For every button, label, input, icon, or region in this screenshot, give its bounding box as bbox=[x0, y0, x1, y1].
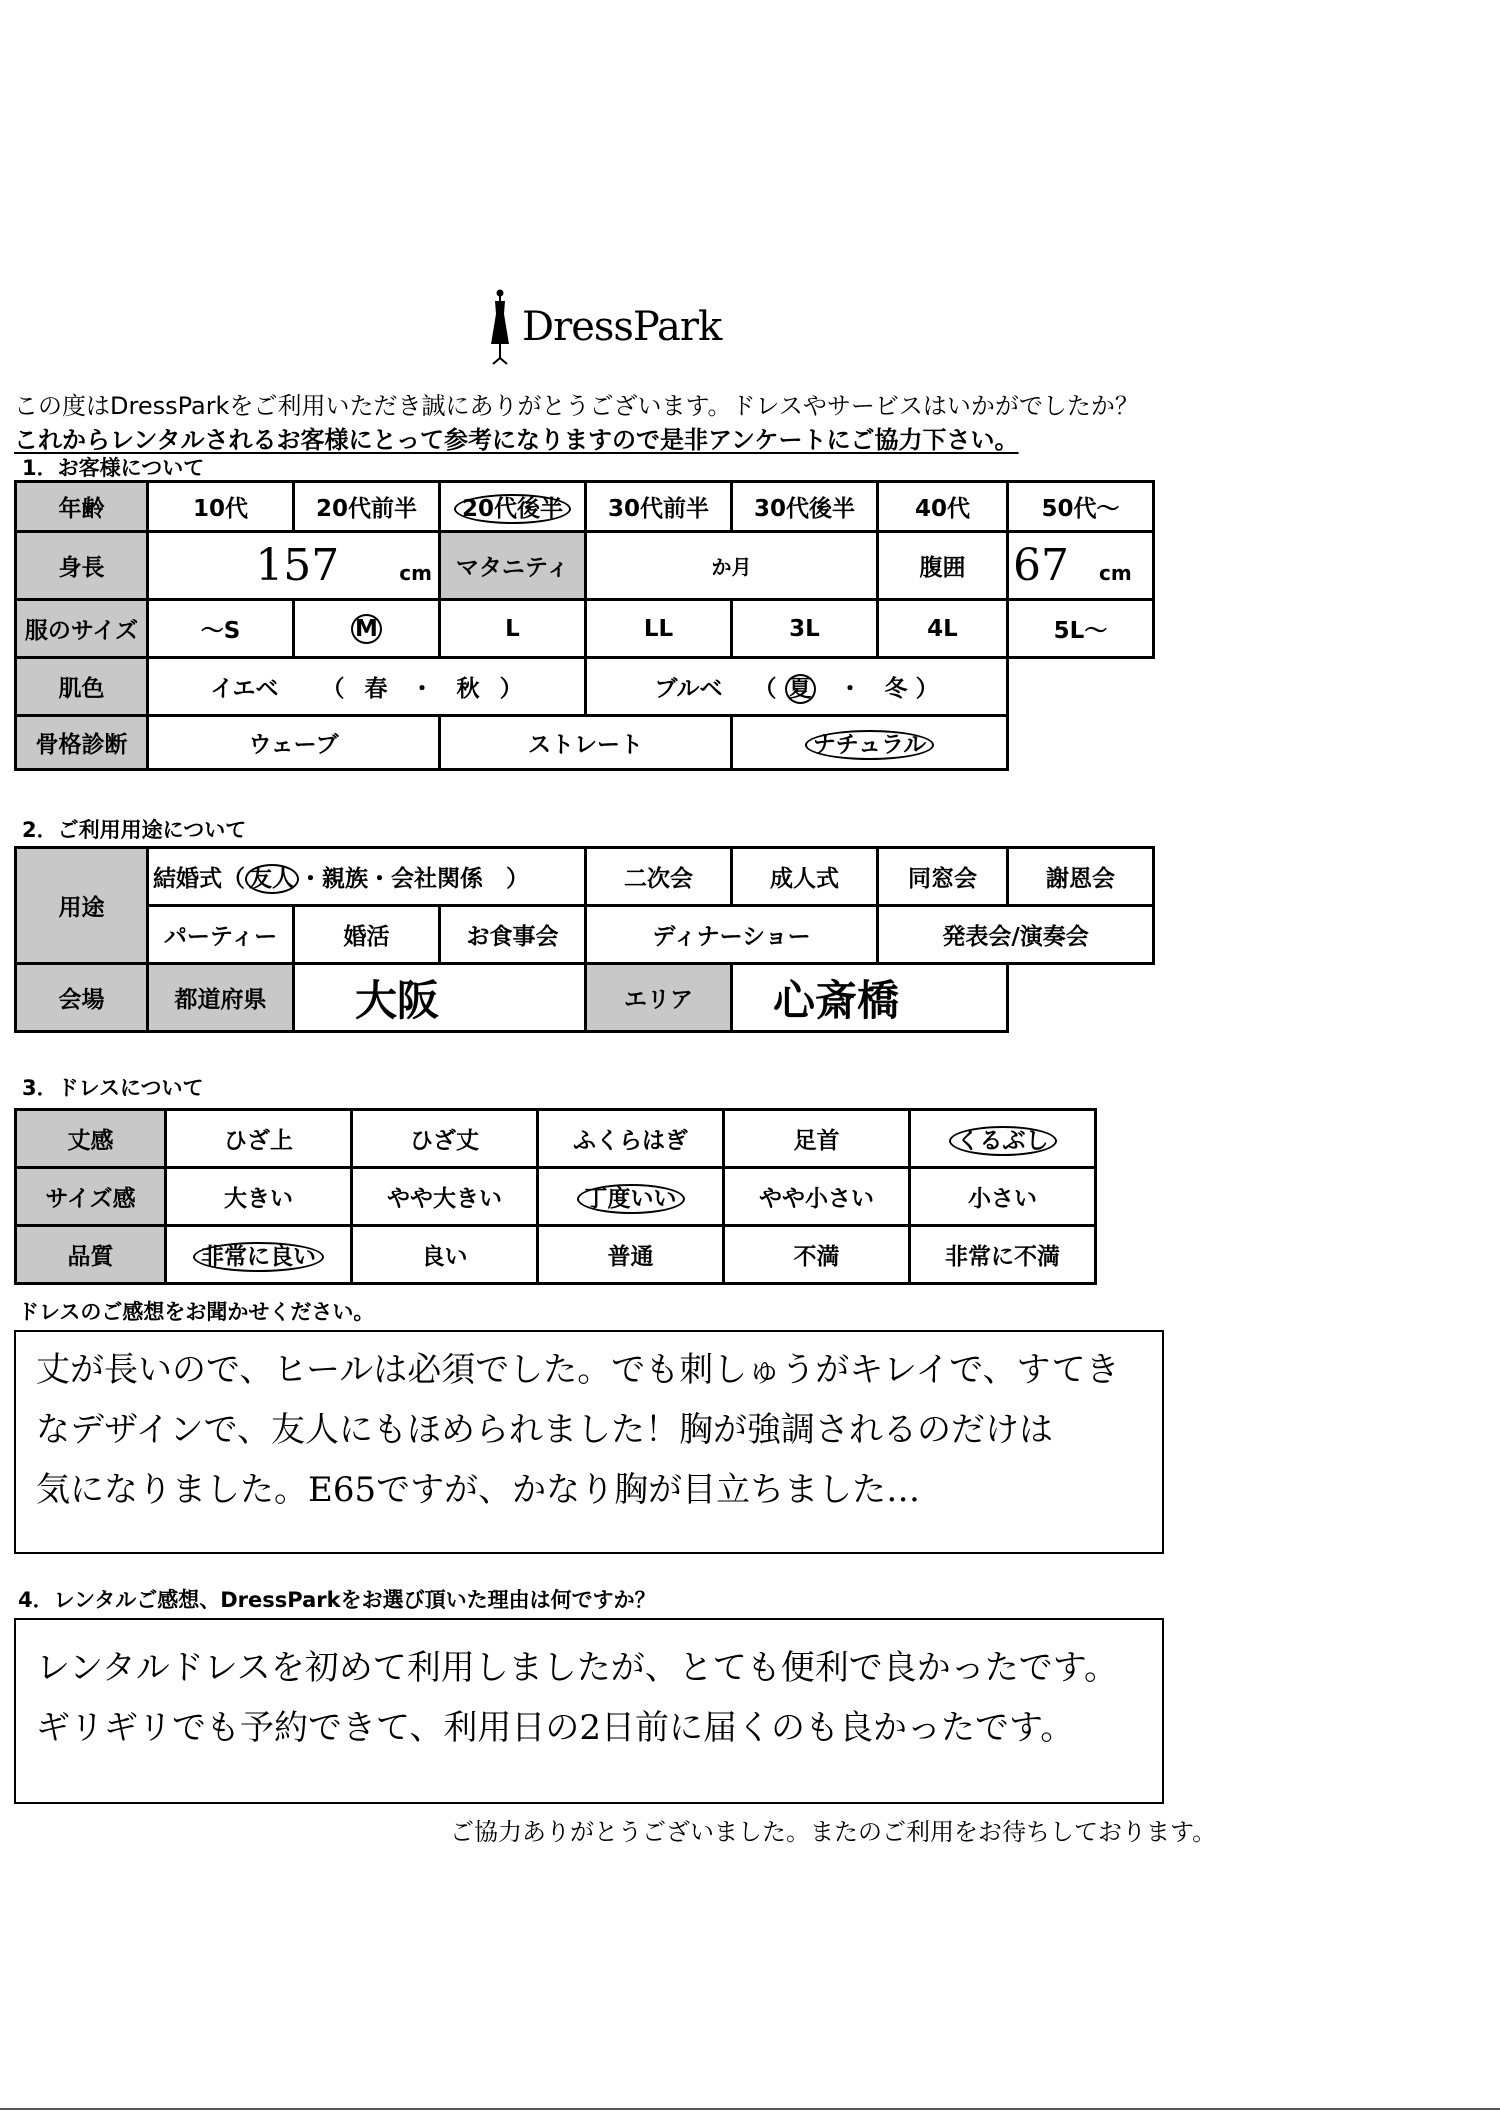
height-label: 身長 bbox=[16, 532, 148, 600]
usage-option[interactable]: 謝恩会 bbox=[1008, 848, 1154, 906]
scan-edge-line bbox=[0, 2108, 1500, 2110]
impression-prompt: ドレスのご感想をお聞かせください。 bbox=[18, 1300, 375, 1324]
fit-selected-circle: 丁度いい bbox=[577, 1184, 685, 1214]
age-option[interactable]: 30代前半 bbox=[586, 482, 732, 532]
frame-option[interactable]: ストレート bbox=[440, 716, 732, 770]
impression-line: 丈が長いので、ヒールは必須でした。でも刺しゅうがキレイで、すてき bbox=[36, 1350, 1120, 1390]
age-option-selected[interactable] bbox=[440, 482, 586, 532]
maternity-unit: か月 bbox=[711, 555, 752, 579]
skin-blue-option[interactable] bbox=[586, 658, 1008, 716]
empty-cell bbox=[1008, 964, 1154, 1032]
usage-option[interactable]: 二次会 bbox=[586, 848, 732, 906]
quality-option[interactable]: 不満 bbox=[724, 1226, 910, 1284]
age-option[interactable]: 50代～ bbox=[1008, 482, 1154, 532]
venue-row bbox=[16, 964, 1154, 1032]
skin-summer-selected[interactable]: 夏 bbox=[785, 674, 816, 704]
age-option[interactable]: 40代 bbox=[878, 482, 1008, 532]
waist-unit: cm bbox=[1099, 561, 1132, 585]
frame-row bbox=[16, 716, 1154, 770]
maternity-field[interactable] bbox=[586, 532, 878, 600]
fit-option[interactable]: 小さい bbox=[910, 1168, 1096, 1226]
skin-open: （ bbox=[321, 676, 345, 702]
measure-row bbox=[16, 532, 1154, 600]
height-field[interactable] bbox=[148, 532, 440, 600]
usage-option[interactable]: 同窓会 bbox=[878, 848, 1008, 906]
dress-icon bbox=[488, 288, 512, 366]
age-option[interactable]: 20代前半 bbox=[294, 482, 440, 532]
maternity-label: マタニティ bbox=[440, 532, 586, 600]
impression-line: なデザインで、友人にもほめられました！胸が強調されるのだけは bbox=[36, 1410, 1053, 1450]
brand-logo bbox=[488, 282, 721, 372]
age-row bbox=[16, 482, 1154, 532]
usage-wedding-rest: ・親族・会社関係 ） bbox=[299, 866, 529, 892]
skin-yellow-name: イエベ bbox=[210, 676, 279, 702]
length-option[interactable]: ひざ上 bbox=[166, 1110, 352, 1168]
pref-value[interactable]: 大阪 bbox=[294, 964, 586, 1032]
age-option[interactable]: 10代 bbox=[148, 482, 294, 532]
quality-label: 品質 bbox=[16, 1226, 166, 1284]
usage-row-1 bbox=[16, 848, 1154, 906]
frame-selected-circle: ナチュラル bbox=[805, 730, 935, 760]
intro-line-2: これからレンタルされるお客様にとって参考になりますので是非アンケートにご協力下さい。 bbox=[14, 426, 1019, 454]
quality-option[interactable]: 良い bbox=[352, 1226, 538, 1284]
length-option-selected[interactable] bbox=[910, 1110, 1096, 1168]
usage-option[interactable]: 婚活 bbox=[294, 906, 440, 964]
usage-table bbox=[14, 846, 1155, 1033]
length-option[interactable]: 足首 bbox=[724, 1110, 910, 1168]
size-option-selected[interactable] bbox=[294, 600, 440, 658]
skin-blue-name: ブルベ bbox=[654, 676, 723, 702]
frame-label: 骨格診断 bbox=[16, 716, 148, 770]
fit-row bbox=[16, 1168, 1096, 1226]
size-option[interactable]: 4L bbox=[878, 600, 1008, 658]
size-selected-circle: M bbox=[351, 614, 382, 644]
waist-field[interactable] bbox=[1008, 532, 1154, 600]
impression-box[interactable] bbox=[14, 1330, 1164, 1554]
size-row bbox=[16, 600, 1154, 658]
skin-dot: ・ bbox=[410, 676, 434, 702]
reason-line: レンタルドレスを初めて利用しましたが、とても便利で良かったです。 bbox=[36, 1648, 1119, 1688]
size-label: 服のサイズ bbox=[16, 600, 148, 658]
usage-option[interactable]: 発表会/演奏会 bbox=[878, 906, 1154, 964]
usage-row-2 bbox=[16, 906, 1154, 964]
usage-option[interactable]: パーティー bbox=[148, 906, 294, 964]
size-option[interactable]: 5L～ bbox=[1008, 600, 1154, 658]
usage-option[interactable]: ディナーショー bbox=[586, 906, 878, 964]
reason-box[interactable] bbox=[14, 1618, 1164, 1804]
quality-row bbox=[16, 1226, 1096, 1284]
quality-option-selected[interactable] bbox=[166, 1226, 352, 1284]
reason-line: ギリギリでも予約できて、利用日の2日前に届くのも良かったです。 bbox=[36, 1708, 1075, 1748]
skin-autumn[interactable]: 秋 bbox=[456, 676, 480, 702]
length-selected-circle: くるぶし bbox=[949, 1126, 1057, 1156]
skin-close: ） bbox=[499, 676, 523, 702]
fit-option[interactable]: やや大きい bbox=[352, 1168, 538, 1226]
fit-option-selected[interactable] bbox=[538, 1168, 724, 1226]
size-option[interactable]: LL bbox=[586, 600, 732, 658]
empty-cell bbox=[1008, 658, 1154, 716]
skin-winter[interactable]: 冬 bbox=[884, 676, 908, 702]
frame-option-selected[interactable] bbox=[732, 716, 1008, 770]
waist-label: 腹囲 bbox=[878, 532, 1008, 600]
usage-option[interactable]: お食事会 bbox=[440, 906, 586, 964]
section3-title: 3．ドレスについて bbox=[22, 1076, 204, 1100]
fit-label: サイズ感 bbox=[16, 1168, 166, 1226]
usage-wedding-prefix: 結婚式（ bbox=[153, 866, 245, 892]
usage-option[interactable]: 成人式 bbox=[732, 848, 878, 906]
skin-label: 肌色 bbox=[16, 658, 148, 716]
skin-spring[interactable]: 春 bbox=[364, 676, 388, 702]
quality-option[interactable]: 普通 bbox=[538, 1226, 724, 1284]
pref-label: 都道府県 bbox=[148, 964, 294, 1032]
length-label: 丈感 bbox=[16, 1110, 166, 1168]
waist-value: 67 bbox=[1013, 540, 1069, 591]
area-label: エリア bbox=[586, 964, 732, 1032]
fit-option[interactable]: 大きい bbox=[166, 1168, 352, 1226]
skin-yellow-option[interactable] bbox=[148, 658, 586, 716]
fit-option[interactable]: やや小さい bbox=[724, 1168, 910, 1226]
brand-name: DressPark bbox=[522, 304, 722, 350]
length-option[interactable]: ふくらはぎ bbox=[538, 1110, 724, 1168]
size-option[interactable]: L bbox=[440, 600, 586, 658]
age-label: 年齢 bbox=[16, 482, 148, 532]
closing-message: ご協力ありがとうございました。またのご利用をお待ちしております。 bbox=[450, 1818, 1217, 1846]
age-selected-circle: 20代後半 bbox=[454, 494, 571, 524]
impression-line: 気になりました。E65ですが、かなり胸が目立ちました… bbox=[36, 1470, 921, 1510]
quality-option[interactable]: 非常に不満 bbox=[910, 1226, 1096, 1284]
length-row bbox=[16, 1110, 1096, 1168]
usage-wedding[interactable] bbox=[148, 848, 586, 906]
skin-open: （ bbox=[753, 676, 777, 702]
dress-table bbox=[14, 1108, 1097, 1285]
usage-friend-selected[interactable]: 友人 bbox=[245, 864, 299, 894]
intro-line-1: この度はDressParkをご利用いただき誠にありがとうございます。ドレスやサービスはいかがでしたか？ bbox=[14, 392, 1139, 420]
height-value: 157 bbox=[255, 540, 340, 591]
skin-close: ） bbox=[915, 676, 939, 702]
skin-dot: ・ bbox=[838, 676, 862, 702]
section4-title: 4．レンタルご感想、DressParkをお選び頂いた理由は何ですか？ bbox=[18, 1588, 656, 1612]
height-unit: cm bbox=[399, 561, 432, 585]
section2-title: 2．ご利用用途について bbox=[22, 818, 247, 842]
venue-label: 会場 bbox=[16, 964, 148, 1032]
length-option[interactable]: ひざ丈 bbox=[352, 1110, 538, 1168]
frame-option[interactable]: ウェーブ bbox=[148, 716, 440, 770]
customer-table bbox=[14, 480, 1155, 771]
quality-selected-circle: 非常に良い bbox=[193, 1242, 324, 1272]
size-option[interactable]: 3L bbox=[732, 600, 878, 658]
usage-label: 用途 bbox=[16, 848, 148, 964]
skin-row bbox=[16, 658, 1154, 716]
size-option[interactable]: ～S bbox=[148, 600, 294, 658]
age-option[interactable]: 30代後半 bbox=[732, 482, 878, 532]
section1-title: 1．お客様について bbox=[22, 456, 205, 480]
area-value[interactable]: 心斎橋 bbox=[732, 964, 1008, 1032]
empty-cell bbox=[1008, 716, 1154, 770]
